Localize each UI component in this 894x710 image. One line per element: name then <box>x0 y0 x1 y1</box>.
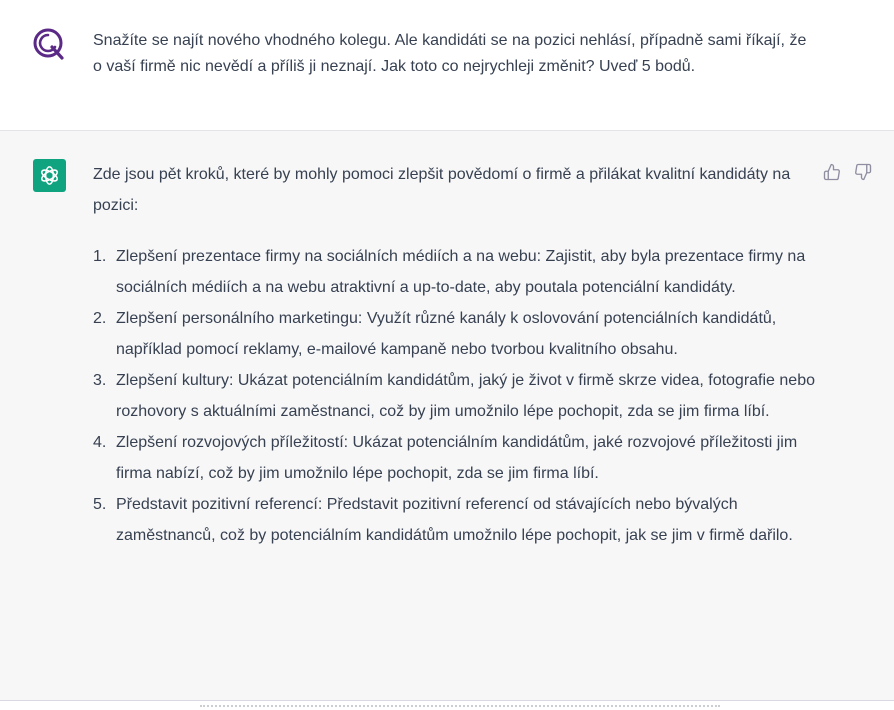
list-item <box>93 365 818 427</box>
user-message-row <box>0 0 894 131</box>
assistant-intro-text: Zde jsou pět kroků, které by mohly pomoci zlepšit povědomí o firmě a přilákat kvalitní kandidáty na pozici: <box>93 166 791 214</box>
assistant-message-content <box>93 159 818 551</box>
thumbs-up-icon[interactable] <box>821 161 843 183</box>
list-item-text: Zlepšení kultury: Ukázat potenciálním kandidátům, jaký je život v firmě skrze videa, fotografie nebo rozhovory s aktuálními zaměstnanci, což by jim umožnilo lépe pochopit, zda se jim firma líbí. <box>116 372 815 420</box>
cutoff-text-fragment <box>200 701 720 707</box>
list-item-text: Představit pozitivní referencí: Představit pozitivní referencí od stávajících nebo bývalých zaměstnanců, což by potenciálním kandidátům umožnilo lépe pochopit, jak se jim v firmě dařilo. <box>116 496 793 544</box>
openai-logo-icon <box>33 159 66 192</box>
list-item-text: Zlepšení prezentace firmy na sociálních médiích a na webu: Zajistit, aby byla prezentace firmy na sociálních médiích a na webu atraktivní a up-to-date, aby poutala potenciální kandidáty. <box>116 248 806 296</box>
list-item-number: 4. <box>93 434 107 451</box>
list-item-number: 5. <box>93 496 107 513</box>
list-item-text: Zlepšení personálního marketingu: Využít různé kanály k oslovování potenciálních kandidátů, například pomocí reklamy, e-mailové kampaně nebo tvorbou kvalitního obsahu. <box>116 310 777 358</box>
list-item-text: Zlepšení rozvojových příležitostí: Ukázat potenciálním kandidátům, jaké rozvojové příležitosti jim firma nabízí, což by jim umožnilo lépe pochopit, zda se jim firma líbí. <box>116 434 798 482</box>
user-message-text: Snažíte se najít nového vhodného kolegu. Ale kandidáti se na pozici nehlásí, případně sami říkají, že o vaší firmě nic nevědí a příliš ji neznají. Jak toto co nejrychleji změnit? Uveď 5 bodů. <box>93 32 807 75</box>
assistant-message-row <box>0 131 894 701</box>
steps-list <box>93 241 818 551</box>
list-item <box>93 241 818 303</box>
thumbs-down-icon[interactable] <box>852 161 874 183</box>
next-message-cutoff <box>0 701 894 710</box>
list-item <box>93 427 818 489</box>
list-item <box>93 489 818 551</box>
list-item-number: 1. <box>93 248 107 265</box>
list-item <box>93 303 818 365</box>
list-item-number: 2. <box>93 310 107 327</box>
user-avatar-q-icon <box>31 26 67 62</box>
list-item-number: 3. <box>93 372 107 389</box>
